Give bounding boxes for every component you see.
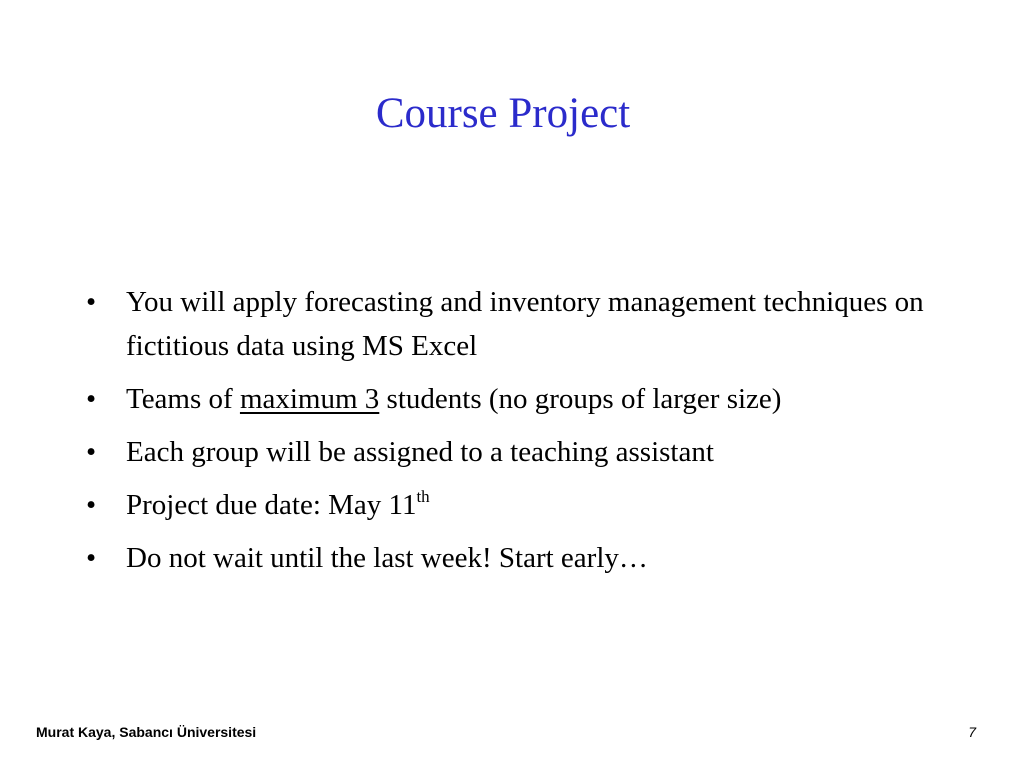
slide-title: Course Project	[375, 90, 631, 137]
underlined-text: maximum 3	[239, 383, 380, 415]
bullet-text-after: students (no groups of larger size)	[379, 383, 782, 415]
bullet-item	[86, 377, 936, 421]
bullet-icon: •	[86, 286, 97, 318]
bullet-text: You will apply forecasting and inventory management techniques on fictitious data using MS Excel	[126, 286, 924, 362]
bullet-text-before: Teams of	[126, 383, 240, 415]
bullet-icon: •	[86, 489, 97, 521]
superscript-text: th	[416, 487, 430, 506]
page-number: 7	[968, 724, 976, 740]
bullet-item	[86, 536, 936, 580]
bullet-item	[86, 430, 936, 474]
bullet-text: Each group will be assigned to a teaching assistant	[126, 436, 714, 468]
bullet-item	[86, 280, 936, 368]
bullet-icon: •	[86, 383, 97, 415]
bullet-list	[86, 280, 936, 589]
footer-author: Murat Kaya, Sabancı Üniversitesi	[36, 724, 257, 740]
bullet-text: Do not wait until the last week! Start early…	[126, 542, 648, 574]
bullet-text: Project due date: May 11	[126, 489, 417, 521]
bullet-icon: •	[86, 436, 97, 468]
bullet-icon: •	[86, 542, 97, 574]
bullet-item	[86, 483, 936, 527]
